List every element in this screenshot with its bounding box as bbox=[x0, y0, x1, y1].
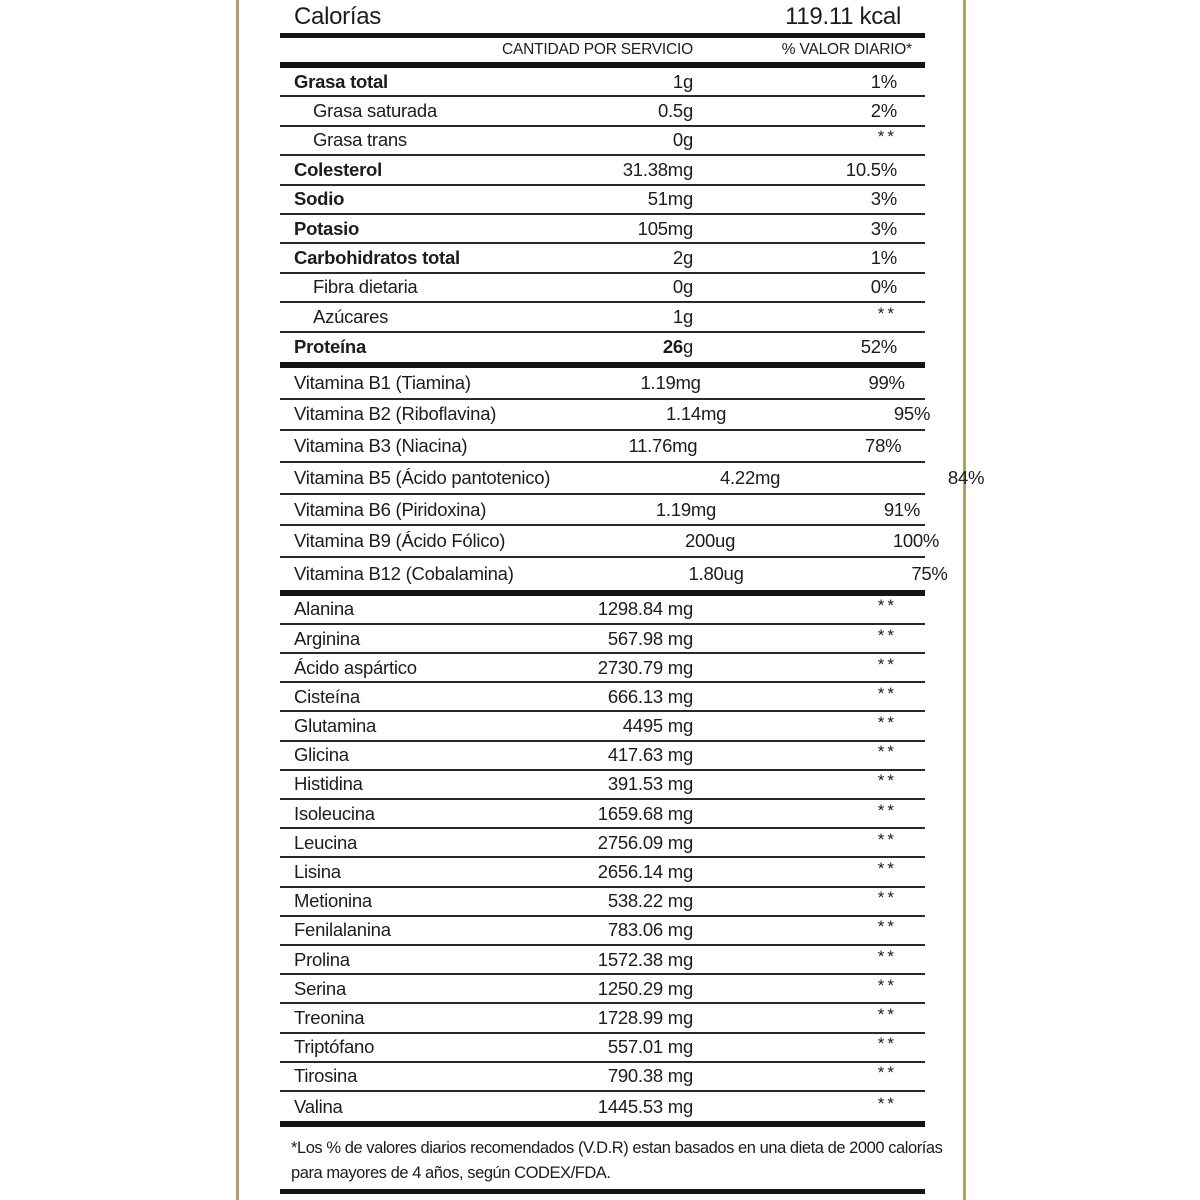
nutrient-daily-value bbox=[693, 625, 925, 650]
nutrient-amount: 200ug bbox=[684, 530, 736, 552]
nutrient-daily-value: 75% bbox=[911, 562, 948, 584]
nutrient-label: Histidina bbox=[294, 773, 363, 795]
nutrient-amount: 1728.99 mg bbox=[597, 1006, 693, 1028]
column-header-amount: CANTIDAD POR SERVICIO bbox=[501, 41, 693, 58]
footnote bbox=[280, 1127, 943, 1189]
nutrient-label: Vitamina B2 (Riboflavina) bbox=[294, 403, 497, 425]
nutrient-daily-value: 0% bbox=[870, 276, 897, 298]
nutrient-amount: 4.22mg bbox=[719, 466, 781, 488]
no-daily-value-asterisks: ** bbox=[877, 683, 897, 703]
nutrient-daily-value: 3% bbox=[870, 188, 897, 210]
nutrient-label: Leucina bbox=[294, 831, 358, 853]
nutrient-row bbox=[280, 558, 948, 590]
nutrient-amount: 2756.09 mg bbox=[597, 831, 693, 853]
nutrient-amount: 538.22 mg bbox=[607, 890, 693, 912]
nutrient-row bbox=[280, 829, 925, 858]
nutrient-daily-value: 3% bbox=[870, 217, 897, 239]
nutrient-daily-value bbox=[693, 303, 925, 328]
nutrient-label: Azúcares bbox=[313, 305, 389, 327]
nutrient-label: Grasa saturada bbox=[313, 100, 438, 122]
nutrient-row bbox=[280, 888, 925, 917]
nutrient-amount: 1g bbox=[672, 70, 693, 92]
nutrient-daily-value bbox=[693, 1004, 925, 1029]
nutrient-daily-value bbox=[693, 861, 925, 883]
nutrient-label: Carbohidratos total bbox=[294, 247, 460, 269]
nutrient-daily-value: 91% bbox=[883, 498, 921, 520]
no-daily-value-asterisks: ** bbox=[877, 127, 897, 147]
nutrient-amount: 11.76mg bbox=[628, 435, 698, 457]
nutrient-row bbox=[280, 215, 925, 244]
nutrient-label: Vitamina B5 (Ácido pantotenico) bbox=[294, 466, 551, 488]
nutrient-label: Vitamina B12 (Cobalamina) bbox=[294, 562, 514, 584]
nutrient-daily-value bbox=[693, 129, 925, 151]
nutrient-amount: 31.38mg bbox=[622, 158, 693, 180]
nutrient-row bbox=[280, 975, 925, 1004]
nutrient-daily-value bbox=[693, 890, 925, 912]
nutrient-label: Fibra dietaria bbox=[313, 276, 418, 298]
nutrient-label: Treonina bbox=[294, 1006, 365, 1028]
nutrient-row bbox=[280, 156, 925, 185]
bottom-border-bar bbox=[280, 1189, 925, 1194]
nutrient-amount: 1298.84 mg bbox=[597, 598, 693, 620]
nutrient-amount: 1.19mg bbox=[655, 498, 717, 520]
nutrient-row bbox=[280, 1092, 925, 1121]
nutrient-row bbox=[280, 1034, 925, 1063]
nutrient-row bbox=[280, 68, 925, 97]
nutrient-label: Isoleucina bbox=[294, 802, 375, 824]
nutrient-label: Alanina bbox=[294, 598, 354, 620]
nutrient-amount: 557.01 mg bbox=[607, 1036, 693, 1058]
nutrient-label: Ácido aspártico bbox=[294, 656, 417, 678]
no-daily-value-asterisks: ** bbox=[877, 654, 897, 674]
nutrient-label: Lisina bbox=[294, 861, 341, 882]
nutrient-row bbox=[280, 274, 925, 303]
right-border-line bbox=[963, 0, 966, 1200]
nutrient-amount-bold: 26 bbox=[662, 336, 683, 358]
nutrient-amount: 1g bbox=[672, 305, 693, 327]
footnote-line-1: *Los % de valores diarios recomendados (V.D.R) estan basados en una dieta de 2000 calorías bbox=[291, 1139, 943, 1158]
nutrient-label: Vitamina B9 (Ácido Fólico) bbox=[294, 530, 506, 552]
nutrient-row bbox=[280, 1063, 925, 1092]
nutrient-row bbox=[280, 400, 931, 432]
left-border-line bbox=[236, 0, 239, 1200]
nutrient-daily-value: 84% bbox=[947, 466, 985, 488]
nutrient-label: Glutamina bbox=[294, 715, 377, 737]
nutrient-row bbox=[280, 303, 925, 332]
nutrient-label: Triptófano bbox=[294, 1036, 375, 1058]
nutrient-amount: 2g bbox=[672, 247, 693, 269]
nutrient-amount: 4495 mg bbox=[622, 715, 693, 737]
nutrient-label: Metionina bbox=[294, 890, 372, 912]
nutrient-label: Grasa total bbox=[294, 70, 388, 92]
nutrient-daily-value bbox=[693, 744, 925, 766]
nutrient-row bbox=[280, 1004, 925, 1033]
nutrient-daily-value: 100% bbox=[892, 530, 940, 552]
calories-row bbox=[280, 0, 925, 33]
nutrient-daily-value: 52% bbox=[860, 336, 897, 358]
nutrient-amount: 2730.79 mg bbox=[597, 656, 693, 678]
no-daily-value-asterisks: ** bbox=[877, 859, 897, 878]
nutrient-row bbox=[280, 127, 925, 156]
nutrient-daily-value bbox=[693, 1093, 925, 1118]
nutrient-row bbox=[280, 368, 925, 400]
nutrient-amount: 1.80ug bbox=[688, 562, 744, 584]
nutrient-amount: 391.53 mg bbox=[607, 773, 693, 795]
nutrient-amount: 417.63 mg bbox=[607, 744, 693, 766]
nutrient-row bbox=[280, 244, 925, 273]
nutrient-row bbox=[280, 654, 925, 683]
nutrient-amount: 0g bbox=[672, 276, 693, 298]
nutrient-amount: 105mg bbox=[637, 217, 693, 239]
section-aminos bbox=[280, 596, 925, 1121]
nutrition-label bbox=[280, 0, 985, 1194]
nutrient-daily-value bbox=[693, 975, 925, 1000]
no-daily-value-asterisks: ** bbox=[877, 1034, 897, 1054]
nutrient-daily-value bbox=[693, 829, 925, 854]
nutrient-amount: 1445.53 mg bbox=[597, 1095, 693, 1117]
nutrient-label: Prolina bbox=[294, 948, 350, 970]
footnote-line-2: para mayores de 4 años, según CODEX/FDA. bbox=[291, 1164, 611, 1183]
nutrient-daily-value: 10.5% bbox=[845, 158, 897, 180]
nutrient-row bbox=[280, 771, 925, 800]
no-daily-value-asterisks: ** bbox=[877, 975, 897, 995]
nutrient-amount: 51mg bbox=[647, 188, 693, 210]
nutrient-amount: 0g bbox=[672, 129, 693, 151]
no-daily-value-asterisks: ** bbox=[877, 1004, 897, 1024]
nutrient-row bbox=[280, 917, 925, 946]
nutrient-label: Serina bbox=[294, 977, 346, 999]
nutrient-amount: 1572.38 mg bbox=[597, 948, 693, 970]
nutrient-row bbox=[280, 596, 925, 625]
column-header-daily-value: % VALOR DIARIO* bbox=[781, 41, 912, 58]
nutrient-daily-value bbox=[693, 1036, 925, 1058]
nutrient-amount-unit: g bbox=[682, 336, 693, 358]
nutrient-row bbox=[280, 712, 925, 741]
nutrient-label: Valina bbox=[294, 1095, 343, 1117]
nutrient-amount: 1.19mg bbox=[640, 371, 701, 393]
nutrient-label: Sodio bbox=[294, 188, 345, 210]
nutrient-daily-value: 1% bbox=[870, 247, 897, 269]
column-header-row bbox=[280, 38, 925, 62]
nutrient-row bbox=[280, 463, 985, 495]
no-daily-value-asterisks: ** bbox=[877, 946, 897, 966]
nutrient-row bbox=[280, 683, 925, 712]
no-daily-value-asterisks: ** bbox=[877, 888, 897, 908]
nutrient-row bbox=[280, 946, 925, 975]
nutrient-daily-value: 95% bbox=[893, 403, 931, 425]
nutrient-row bbox=[280, 800, 925, 829]
nutrient-label: Proteína bbox=[294, 336, 367, 358]
nutrient-amount: 790.38 mg bbox=[607, 1065, 693, 1087]
nutrient-label: Glicina bbox=[294, 744, 349, 766]
nutrient-amount: 567.98 mg bbox=[607, 627, 693, 649]
nutrient-row bbox=[280, 431, 925, 463]
no-daily-value-asterisks: ** bbox=[877, 800, 897, 820]
no-daily-value-asterisks: ** bbox=[877, 771, 897, 791]
nutrient-row bbox=[280, 333, 925, 362]
no-daily-value-asterisks: ** bbox=[877, 596, 897, 616]
nutrient-amount bbox=[463, 336, 693, 358]
nutrient-daily-value: 1% bbox=[870, 70, 897, 92]
nutrient-amount: 783.06 mg bbox=[607, 919, 693, 941]
no-daily-value-asterisks: ** bbox=[877, 625, 897, 645]
nutrient-label: Cisteína bbox=[294, 685, 360, 707]
no-daily-value-asterisks: ** bbox=[877, 1063, 897, 1083]
calories-value: 119.11 kcal bbox=[785, 2, 901, 30]
nutrient-daily-value: 78% bbox=[865, 435, 902, 457]
section-vitamins bbox=[280, 368, 985, 590]
section-main bbox=[280, 68, 925, 362]
nutrient-daily-value bbox=[693, 715, 925, 737]
nutrient-daily-value bbox=[693, 654, 925, 679]
nutrient-daily-value bbox=[693, 1065, 925, 1087]
nutrient-label: Potasio bbox=[294, 217, 360, 239]
nutrient-row bbox=[280, 526, 940, 558]
nutrient-row bbox=[280, 742, 925, 771]
nutrient-amount: 1.14mg bbox=[665, 403, 727, 425]
nutrient-daily-value bbox=[693, 773, 925, 795]
no-daily-value-asterisks: ** bbox=[877, 829, 897, 849]
nutrient-row bbox=[280, 97, 925, 126]
nutrient-amount: 2656.14 mg bbox=[597, 861, 693, 882]
nutrient-row bbox=[280, 495, 925, 527]
nutrient-amount: 666.13 mg bbox=[607, 685, 693, 707]
nutrient-daily-value bbox=[693, 919, 925, 941]
nutrient-amount: 1659.68 mg bbox=[597, 802, 693, 824]
nutrient-label: Colesterol bbox=[294, 158, 382, 180]
nutrient-label: Grasa trans bbox=[313, 129, 407, 151]
nutrient-daily-value: 99% bbox=[868, 371, 905, 393]
nutrient-label: Vitamina B1 (Tiamina) bbox=[294, 371, 471, 393]
nutrient-row bbox=[280, 186, 925, 215]
nutrient-daily-value bbox=[693, 946, 925, 971]
no-daily-value-asterisks: ** bbox=[877, 917, 897, 937]
no-daily-value-asterisks: ** bbox=[877, 713, 897, 733]
nutrient-amount: 1250.29 mg bbox=[597, 977, 693, 999]
nutrient-label: Fenilalanina bbox=[294, 919, 391, 941]
nutrient-row bbox=[280, 858, 925, 887]
nutrient-label: Tirosina bbox=[294, 1065, 358, 1087]
nutrient-daily-value: 2% bbox=[870, 100, 897, 122]
no-daily-value-asterisks: ** bbox=[877, 742, 897, 762]
nutrient-label: Vitamina B6 (Piridoxina) bbox=[294, 498, 487, 520]
nutrient-daily-value bbox=[693, 598, 925, 620]
no-daily-value-asterisks: ** bbox=[877, 1093, 897, 1113]
nutrient-row bbox=[280, 625, 925, 654]
nutrient-label: Arginina bbox=[294, 627, 360, 649]
no-daily-value-asterisks: ** bbox=[877, 303, 897, 323]
nutrient-daily-value bbox=[693, 683, 925, 708]
calories-label: Calorías bbox=[294, 2, 381, 30]
nutrient-daily-value bbox=[693, 800, 925, 825]
nutrient-sections bbox=[280, 68, 985, 1127]
nutrient-label: Vitamina B3 (Niacina) bbox=[294, 435, 468, 457]
nutrient-amount: 0.5g bbox=[657, 100, 693, 122]
